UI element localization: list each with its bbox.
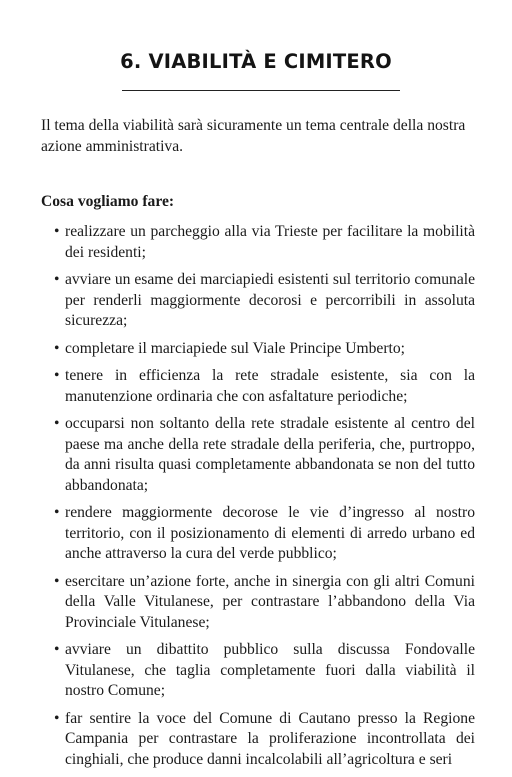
intro-paragraph: Il tema della viabilità sarà sicuramente un tema centrale della nostra azione amministrativa. bbox=[41, 117, 466, 155]
list-item bbox=[41, 709, 475, 771]
list-item bbox=[41, 414, 475, 496]
list-item-text: avviare un dibattito pubblico sulla discussa Fondovalle Vitulanese, che taglia completamente fuori dalla viabilità il nostro Comune; bbox=[65, 641, 475, 699]
title-underline bbox=[122, 90, 400, 91]
bullet-icon: • bbox=[54, 367, 60, 384]
bullet-icon: • bbox=[54, 415, 60, 432]
bullet-icon: • bbox=[54, 339, 60, 357]
list-item-text: rendere maggiormente decorose le vie d’ingresso al nostro territorio, con il posizionamento di elementi di arredo urbano ed anche attraverso la cura del verde pubblico; bbox=[65, 504, 475, 562]
list-item bbox=[41, 572, 475, 634]
bullet-icon: • bbox=[54, 271, 60, 288]
bullet-icon: • bbox=[54, 572, 60, 590]
list-item-text: far sentire la voce del Comune di Cautano presso la Regione Campania per contrastare la proliferazione incontrollata dei cinghiali, che produce danni incalcolabili all’agricoltura e seri bbox=[65, 709, 475, 768]
list-item-text: completare il marciapiede sul Viale Principe Umberto; bbox=[65, 339, 405, 357]
list-item-text: esercitare un’azione forte, anche in sinergia con gli altri Comuni della Valle Vitulanese, per contrastare l’abbandono della Via Provinciale Vitulanese; bbox=[65, 572, 475, 631]
list-item-text: occuparsi non soltanto della rete stradale esistente al centro del paese ma anche della rete stradale della periferia, che, purtroppo, da anni risulta quasi completamente abbandonata se non del tutto abbandonata; bbox=[65, 415, 475, 494]
bullet-list bbox=[41, 222, 475, 777]
list-item bbox=[41, 366, 475, 407]
list-item bbox=[41, 339, 475, 360]
page-title: 6. VIABILITÀ E CIMITERO bbox=[120, 50, 392, 73]
section-heading: Cosa vogliamo fare: bbox=[41, 193, 175, 210]
list-item bbox=[41, 503, 475, 565]
bullet-icon: • bbox=[54, 709, 60, 727]
bullet-icon: • bbox=[54, 223, 60, 240]
list-item-text: avviare un esame dei marciapiedi esistenti sul territorio comunale per renderli maggiormente decorosi e percorribili in assoluta sicurezza; bbox=[65, 271, 475, 329]
list-item-text: tenere in efficienza la rete stradale esistente, sia con la manutenzione ordinaria che con asfaltature periodiche; bbox=[65, 367, 475, 405]
list-item bbox=[41, 222, 475, 263]
bullet-icon: • bbox=[54, 641, 60, 658]
bullet-icon: • bbox=[54, 504, 60, 521]
list-item bbox=[41, 640, 475, 702]
list-item bbox=[41, 270, 475, 332]
list-item-text: realizzare un parcheggio alla via Trieste per facilitare la mobilità dei residenti; bbox=[65, 223, 475, 261]
